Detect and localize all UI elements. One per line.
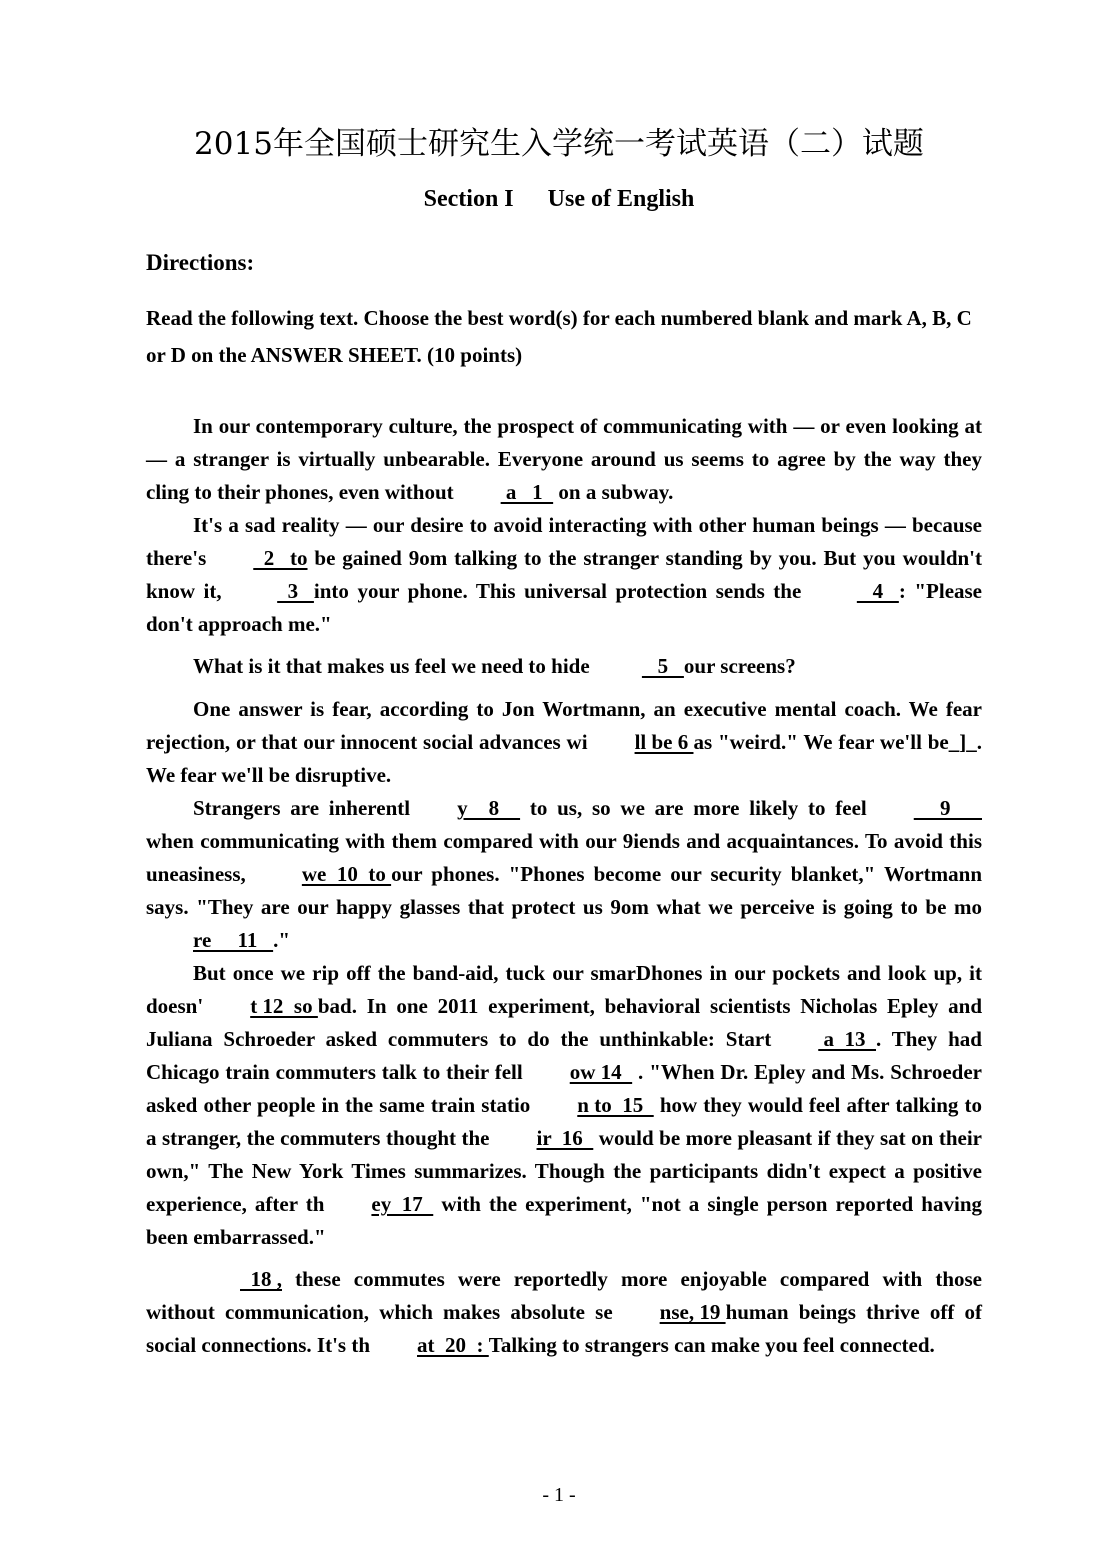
section-name: Use of English <box>547 186 695 212</box>
blank-11: re 11 <box>193 928 274 952</box>
paragraph-4 <box>146 693 982 792</box>
paragraph-6 <box>146 957 982 1254</box>
section-heading <box>0 186 1118 213</box>
paragraph-2 <box>146 509 982 641</box>
paragraph-text: when communicating with them compared with our 9iends and acquaintances. To avoid this uneasiness, <box>146 829 982 886</box>
cloze-passage <box>146 410 982 1362</box>
section-number: Section I <box>423 186 514 212</box>
blank-1: a 1 <box>500 480 554 504</box>
paragraph-text: to us, so we are more likely to feel <box>520 796 867 820</box>
directions-text: Read the following text. Choose the best word(s) for each numbered blank and mark A, B, C or D on the ANSWER SHEET. (10 points) <box>146 306 972 367</box>
blank-16: ir 16 <box>536 1126 594 1150</box>
paragraph-text: Talking to strangers can make you feel connected. <box>488 1333 935 1357</box>
paragraph-text: In our contemporary culture, the prospect of communicating with — or even looking at — a stranger is virtually unbearable. Everyone around us seems to agree by the way they cling to their phones, even without <box>146 414 982 504</box>
paragraph-text: with the experiment, "not a single person reported having been embarrassed." <box>146 1192 982 1249</box>
paragraph-text: on a subway. <box>553 480 674 504</box>
paragraph-text: : "Please don't approach me." <box>146 579 983 636</box>
blank-19: nse, 19 <box>659 1300 726 1324</box>
blank-20: at 20 : <box>417 1333 489 1357</box>
blank-15: n to 15 <box>577 1093 654 1117</box>
blank-3: 3 <box>277 579 314 603</box>
blank-2: 2 to <box>253 546 308 570</box>
paragraph-text: these commutes were reportedly more enjoyable compared with those without communication, which makes absolute se <box>146 1267 982 1324</box>
paragraph-text: how they would feel after talking to a stranger, the commuters thought the <box>146 1093 982 1150</box>
paragraph-text: bad. In one 2011 experiment, behavioral scientists Nicholas Epley and Juliana Schroeder asked commuters to do the unthinkable: Start <box>146 994 982 1051</box>
paragraph-text: . They had Chicago train commuters talk to their fell <box>146 1027 982 1084</box>
paragraph-text: into your phone. This universal protection sends the <box>313 579 810 603</box>
paragraph-text: One answer is fear, according to Jon Wortmann, an executive mental coach. We fear rejection, or that our innocent social advances wi <box>146 697 982 754</box>
directions-label: Directions: <box>146 250 255 275</box>
page-title: 2015年全国硕士研究生入学统一考试英语（二）试题 <box>194 126 924 162</box>
paragraph-5 <box>146 792 982 957</box>
page-number: - 1 - <box>542 1484 576 1506</box>
paragraph-text: What is it that makes us feel we need to hide <box>193 654 595 678</box>
blank-8: y 8 <box>457 796 521 820</box>
paragraph-text: as "weird." We fear we'll be_]_. We fear we'll be disruptive. <box>146 730 982 787</box>
blank-4: 4 <box>856 579 899 603</box>
paragraph-text: be gained 9om talking to the stranger standing by you. But you wouldn't know it, <box>146 546 982 603</box>
paragraph-text: But once we rip off the band-aid, tuck our smarDhones in our pockets and look up, it doesn' <box>146 961 982 1018</box>
paragraph-text: our screens? <box>683 654 796 678</box>
blank-10: we 10 to <box>301 862 392 886</box>
blank-12: t 12 so <box>250 994 318 1018</box>
blank-17: ey 17 <box>371 1192 434 1216</box>
paragraph-text: would be more pleasant if they sat on their own," The New York Times summarizes. Though the participants didn't expect a positive experience, after th <box>146 1126 982 1216</box>
paragraph-text: It's a sad reality — our desire to avoid interacting with other human beings — because there's <box>146 513 982 570</box>
blank-18: 18 , <box>240 1267 282 1291</box>
paragraph-3 <box>146 650 982 683</box>
paragraph-text: human beings thrive off of social connections. It's th <box>146 1300 982 1357</box>
paragraph-text: Strangers are inherentl <box>193 796 411 820</box>
blank-13: a 13 <box>818 1027 876 1051</box>
paragraph-text: . "When Dr. Epley and Ms. Schroeder asked other people in the same train statio <box>146 1060 983 1117</box>
paragraph-7 <box>146 1263 982 1362</box>
paragraph-text: our phones. "Phones become our security blanket," Wortmann says. "They are our happy glasses that protect us 9om what we perceive is going to be mo <box>146 862 982 919</box>
blank-9: 9 <box>913 796 982 820</box>
blank-6: ll be 6 <box>634 730 694 754</box>
blank-5: 5 <box>641 654 684 678</box>
paragraph-1 <box>146 410 982 509</box>
blank-14: ow 14 <box>569 1060 633 1084</box>
paragraph-text: ." <box>273 928 291 952</box>
